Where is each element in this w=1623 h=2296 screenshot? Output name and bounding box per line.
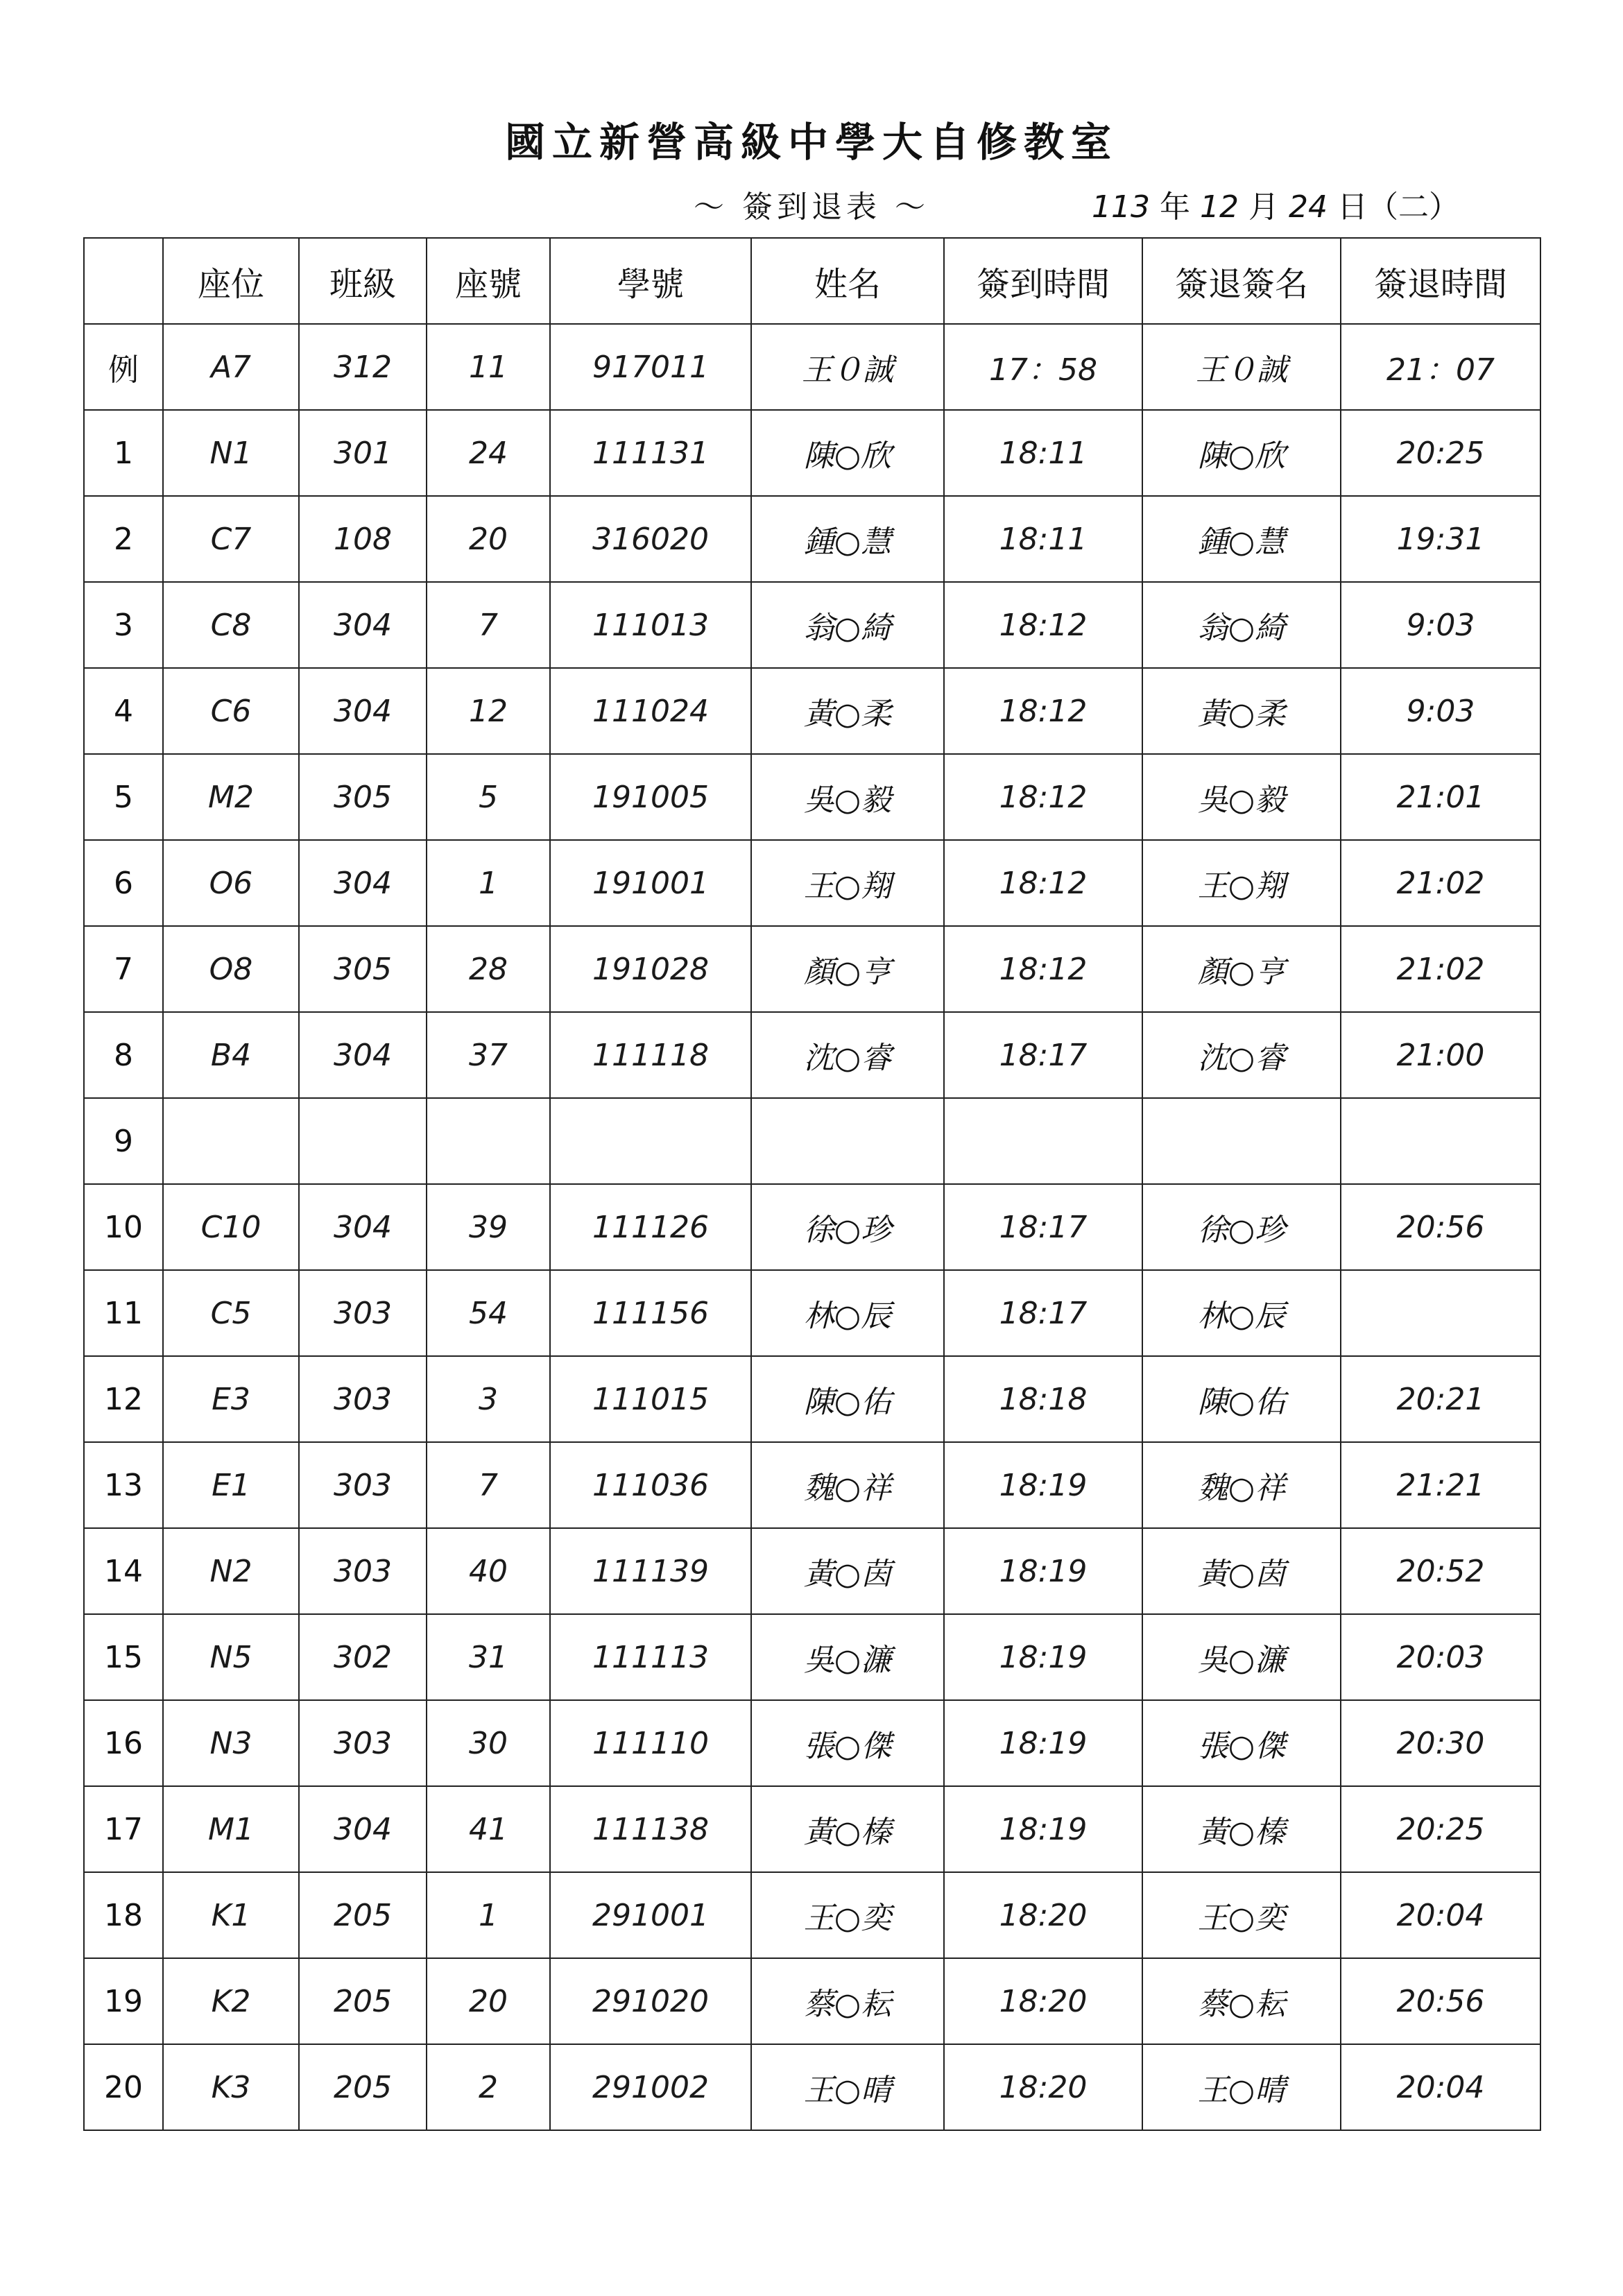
page-title: 國立新營高級中學大自修教室 xyxy=(504,119,1118,166)
row-index: 例 xyxy=(84,324,163,410)
seat-number-cell: 3 xyxy=(427,1356,550,1442)
sign-in-time-cell: 18:19 xyxy=(944,1614,1142,1700)
class-cell: 304 xyxy=(299,668,427,754)
student-id-cell: 291002 xyxy=(550,2044,751,2130)
row-index: 8 xyxy=(84,1012,163,1098)
table-row xyxy=(84,2044,1540,2130)
table-row xyxy=(84,668,1540,754)
table-row xyxy=(84,754,1540,840)
table-row xyxy=(84,1958,1540,2044)
sign-in-time-cell xyxy=(944,1098,1142,1184)
header-row xyxy=(84,238,1540,324)
sign-out-signature-cell: 黃○柔 xyxy=(1142,668,1341,754)
seat-cell: E1 xyxy=(163,1442,299,1528)
sign-out-time-cell: 20:25 xyxy=(1341,410,1540,496)
header-seat-number: 座號 xyxy=(427,238,550,324)
seat-cell: O6 xyxy=(163,840,299,926)
table-row xyxy=(84,1098,1540,1184)
seat-number-cell: 20 xyxy=(427,1958,550,2044)
sign-out-time-cell: 21:00 xyxy=(1341,1012,1540,1098)
sign-out-signature-cell: 吳○濂 xyxy=(1142,1614,1341,1700)
row-index: 5 xyxy=(84,754,163,840)
sign-out-signature-cell: 翁○綺 xyxy=(1142,582,1341,668)
row-index: 4 xyxy=(84,668,163,754)
seat-cell: N2 xyxy=(163,1528,299,1614)
seat-cell: K3 xyxy=(163,2044,299,2130)
sign-in-time-cell: 18:20 xyxy=(944,1872,1142,1958)
sign-in-time-cell: 18:20 xyxy=(944,2044,1142,2130)
sign-in-time-cell: 18:18 xyxy=(944,1356,1142,1442)
sign-out-time-cell: 20:03 xyxy=(1341,1614,1540,1700)
name-cell: 蔡○耘 xyxy=(751,1958,944,2044)
seat-cell: C6 xyxy=(163,668,299,754)
date-day: 24 xyxy=(1288,189,1328,225)
sign-out-time-cell xyxy=(1341,1270,1540,1356)
seat-cell: A7 xyxy=(163,324,299,410)
day-label: 日 xyxy=(1337,189,1368,225)
sign-out-signature-cell: 王○奕 xyxy=(1142,1872,1341,1958)
class-cell: 304 xyxy=(299,840,427,926)
seat-cell: M1 xyxy=(163,1786,299,1872)
sign-out-signature-cell: 顏○亨 xyxy=(1142,926,1341,1012)
sign-out-time-cell: 9:03 xyxy=(1341,582,1540,668)
sign-out-time-cell: 20:25 xyxy=(1341,1786,1540,1872)
sign-out-time-cell: 20:21 xyxy=(1341,1356,1540,1442)
table-row xyxy=(84,1786,1540,1872)
seat-number-cell: 2 xyxy=(427,2044,550,2130)
sign-out-time-cell: 21:02 xyxy=(1341,840,1540,926)
subtitle-row xyxy=(0,182,1623,230)
seat-number-cell: 54 xyxy=(427,1270,550,1356)
name-cell: 吳○毅 xyxy=(751,754,944,840)
name-cell: 吳○濂 xyxy=(751,1614,944,1700)
sign-out-signature-cell: 蔡○耘 xyxy=(1142,1958,1341,2044)
student-id-cell: 191005 xyxy=(550,754,751,840)
sign-out-signature-cell: 魏○祥 xyxy=(1142,1442,1341,1528)
student-id-cell: 111118 xyxy=(550,1012,751,1098)
sign-out-time-cell: 20:04 xyxy=(1341,1872,1540,1958)
student-id-cell: 191028 xyxy=(550,926,751,1012)
student-id-cell: 111156 xyxy=(550,1270,751,1356)
sign-in-time-cell: 17：58 xyxy=(944,324,1142,410)
row-index: 19 xyxy=(84,1958,163,2044)
sign-out-time-cell: 20:04 xyxy=(1341,2044,1540,2130)
student-id-cell: 111110 xyxy=(550,1700,751,1786)
seat-cell: M2 xyxy=(163,754,299,840)
student-id-cell: 111138 xyxy=(550,1786,751,1872)
example-row xyxy=(84,324,1540,410)
student-id-cell xyxy=(550,1098,751,1184)
sign-out-signature-cell: 鍾○慧 xyxy=(1142,496,1341,582)
sign-out-time-cell: 21:21 xyxy=(1341,1442,1540,1528)
class-cell: 205 xyxy=(299,1958,427,2044)
seat-cell: C8 xyxy=(163,582,299,668)
row-index: 18 xyxy=(84,1872,163,1958)
student-id-cell: 917011 xyxy=(550,324,751,410)
seat-number-cell: 11 xyxy=(427,324,550,410)
row-index: 15 xyxy=(84,1614,163,1700)
sign-in-time-cell: 18:19 xyxy=(944,1700,1142,1786)
sign-out-signature-cell: 張○傑 xyxy=(1142,1700,1341,1786)
header-index xyxy=(84,238,163,324)
class-cell: 108 xyxy=(299,496,427,582)
row-index: 11 xyxy=(84,1270,163,1356)
name-cell: 翁○綺 xyxy=(751,582,944,668)
row-index: 12 xyxy=(84,1356,163,1442)
sign-out-time-cell xyxy=(1341,1098,1540,1184)
sign-in-time-cell: 18:17 xyxy=(944,1184,1142,1270)
seat-number-cell: 30 xyxy=(427,1700,550,1786)
table-row xyxy=(84,1184,1540,1270)
seat-cell: C5 xyxy=(163,1270,299,1356)
seat-number-cell: 12 xyxy=(427,668,550,754)
seat-number-cell: 20 xyxy=(427,496,550,582)
class-cell: 304 xyxy=(299,1012,427,1098)
student-id-cell: 111139 xyxy=(550,1528,751,1614)
student-id-cell: 111036 xyxy=(550,1442,751,1528)
header-class: 班級 xyxy=(299,238,427,324)
seat-number-cell xyxy=(427,1098,550,1184)
form-subtitle: ～ 簽到退表 ～ xyxy=(694,189,929,225)
table-row xyxy=(84,1700,1540,1786)
student-id-cell: 111013 xyxy=(550,582,751,668)
class-cell: 304 xyxy=(299,1786,427,1872)
sign-out-signature-cell: 沈○睿 xyxy=(1142,1012,1341,1098)
student-id-cell: 316020 xyxy=(550,496,751,582)
seat-number-cell: 31 xyxy=(427,1614,550,1700)
sign-out-signature-cell: 陳○佑 xyxy=(1142,1356,1341,1442)
sign-out-time-cell: 20:30 xyxy=(1341,1700,1540,1786)
row-index: 3 xyxy=(84,582,163,668)
row-index: 9 xyxy=(84,1098,163,1184)
header-sign-out-time: 簽退時間 xyxy=(1341,238,1540,324)
class-cell: 304 xyxy=(299,1184,427,1270)
seat-number-cell: 41 xyxy=(427,1786,550,1872)
seat-cell: B4 xyxy=(163,1012,299,1098)
name-cell: 王○奕 xyxy=(751,1872,944,1958)
row-index: 7 xyxy=(84,926,163,1012)
sign-out-signature-cell: 王○翔 xyxy=(1142,840,1341,926)
header-sign-in-time: 簽到時間 xyxy=(944,238,1142,324)
seat-cell: N3 xyxy=(163,1700,299,1786)
year-label: 年 xyxy=(1159,189,1190,225)
student-id-cell: 111126 xyxy=(550,1184,751,1270)
class-cell: 301 xyxy=(299,410,427,496)
seat-cell: K2 xyxy=(163,1958,299,2044)
sign-out-signature-cell: 王０誠 xyxy=(1142,324,1341,410)
sign-in-time-cell: 18:17 xyxy=(944,1270,1142,1356)
class-cell: 303 xyxy=(299,1270,427,1356)
seat-number-cell: 37 xyxy=(427,1012,550,1098)
name-cell: 魏○祥 xyxy=(751,1442,944,1528)
sign-in-time-cell: 18:12 xyxy=(944,926,1142,1012)
seat-cell: C7 xyxy=(163,496,299,582)
sign-out-time-cell: 9:03 xyxy=(1341,668,1540,754)
sign-in-time-cell: 18:12 xyxy=(944,840,1142,926)
sign-out-time-cell: 21:01 xyxy=(1341,754,1540,840)
month-label: 月 xyxy=(1248,189,1279,225)
table-row xyxy=(84,926,1540,1012)
class-cell: 303 xyxy=(299,1528,427,1614)
class-cell: 302 xyxy=(299,1614,427,1700)
seat-number-cell: 5 xyxy=(427,754,550,840)
table-row xyxy=(84,582,1540,668)
date-month: 12 xyxy=(1199,189,1239,225)
seat-cell: N5 xyxy=(163,1614,299,1700)
student-id-cell: 111113 xyxy=(550,1614,751,1700)
student-id-cell: 291001 xyxy=(550,1872,751,1958)
table-row xyxy=(84,1872,1540,1958)
sign-in-time-cell: 18:19 xyxy=(944,1528,1142,1614)
seat-cell xyxy=(163,1098,299,1184)
sign-in-table xyxy=(83,237,1541,2131)
sign-out-signature-cell: 徐○珍 xyxy=(1142,1184,1341,1270)
sign-in-time-cell: 18:19 xyxy=(944,1442,1142,1528)
class-cell: 305 xyxy=(299,754,427,840)
row-index: 13 xyxy=(84,1442,163,1528)
row-index: 6 xyxy=(84,840,163,926)
sign-in-time-cell: 18:12 xyxy=(944,754,1142,840)
name-cell: 黃○榛 xyxy=(751,1786,944,1872)
class-cell: 305 xyxy=(299,926,427,1012)
student-id-cell: 111131 xyxy=(550,410,751,496)
seat-number-cell: 40 xyxy=(427,1528,550,1614)
seat-cell: E3 xyxy=(163,1356,299,1442)
row-index: 16 xyxy=(84,1700,163,1786)
sign-in-time-cell: 18:19 xyxy=(944,1786,1142,1872)
name-cell: 顏○亨 xyxy=(751,926,944,1012)
seat-number-cell: 39 xyxy=(427,1184,550,1270)
class-cell: 303 xyxy=(299,1442,427,1528)
header-name: 姓名 xyxy=(751,238,944,324)
table-row xyxy=(84,1356,1540,1442)
row-index: 10 xyxy=(84,1184,163,1270)
sign-out-time-cell: 19:31 xyxy=(1341,496,1540,582)
sign-out-time-cell: 21:02 xyxy=(1341,926,1540,1012)
seat-cell: K1 xyxy=(163,1872,299,1958)
row-index: 2 xyxy=(84,496,163,582)
seat-cell: O8 xyxy=(163,926,299,1012)
table-row xyxy=(84,1442,1540,1528)
sign-in-time-cell: 18:12 xyxy=(944,582,1142,668)
row-index: 20 xyxy=(84,2044,163,2130)
sign-in-time-cell: 18:11 xyxy=(944,496,1142,582)
student-id-cell: 111015 xyxy=(550,1356,751,1442)
sign-out-time-cell: 20:56 xyxy=(1341,1958,1540,2044)
row-index: 14 xyxy=(84,1528,163,1614)
seat-number-cell: 7 xyxy=(427,582,550,668)
name-cell: 黃○柔 xyxy=(751,668,944,754)
name-cell: 王○晴 xyxy=(751,2044,944,2130)
name-cell: 徐○珍 xyxy=(751,1184,944,1270)
date-line xyxy=(1082,182,1459,226)
seat-number-cell: 28 xyxy=(427,926,550,1012)
student-id-cell: 191001 xyxy=(550,840,751,926)
name-cell: 沈○睿 xyxy=(751,1012,944,1098)
sign-out-signature-cell: 黃○茵 xyxy=(1142,1528,1341,1614)
sign-out-time-cell: 21：07 xyxy=(1341,324,1540,410)
table-row xyxy=(84,410,1540,496)
name-cell: 陳○欣 xyxy=(751,410,944,496)
class-cell: 312 xyxy=(299,324,427,410)
seat-number-cell: 1 xyxy=(427,840,550,926)
date-year: 113 xyxy=(1092,189,1150,225)
class-cell: 205 xyxy=(299,2044,427,2130)
name-cell: 張○傑 xyxy=(751,1700,944,1786)
name-cell: 林○辰 xyxy=(751,1270,944,1356)
sign-out-signature-cell: 林○辰 xyxy=(1142,1270,1341,1356)
header-student-id: 學號 xyxy=(550,238,751,324)
class-cell: 303 xyxy=(299,1700,427,1786)
table-row xyxy=(84,1012,1540,1098)
sign-in-time-cell: 18:11 xyxy=(944,410,1142,496)
sign-out-signature-cell: 陳○欣 xyxy=(1142,410,1341,496)
name-cell: 陳○佑 xyxy=(751,1356,944,1442)
seat-cell: C10 xyxy=(163,1184,299,1270)
header-seat: 座位 xyxy=(163,238,299,324)
seat-cell: N1 xyxy=(163,410,299,496)
row-index: 17 xyxy=(84,1786,163,1872)
sign-in-time-cell: 18:20 xyxy=(944,1958,1142,2044)
sign-out-time-cell: 20:56 xyxy=(1341,1184,1540,1270)
table-row xyxy=(84,1270,1540,1356)
class-cell: 205 xyxy=(299,1872,427,1958)
name-cell: 王○翔 xyxy=(751,840,944,926)
sign-out-signature-cell xyxy=(1142,1098,1341,1184)
seat-number-cell: 7 xyxy=(427,1442,550,1528)
table-row xyxy=(84,840,1540,926)
student-id-cell: 291020 xyxy=(550,1958,751,2044)
table-row xyxy=(84,1528,1540,1614)
name-cell: 王０誠 xyxy=(751,324,944,410)
table-row xyxy=(84,496,1540,582)
sign-out-signature-cell: 王○晴 xyxy=(1142,2044,1341,2130)
class-cell xyxy=(299,1098,427,1184)
row-index: 1 xyxy=(84,410,163,496)
class-cell: 303 xyxy=(299,1356,427,1442)
sign-out-time-cell: 20:52 xyxy=(1341,1528,1540,1614)
seat-number-cell: 1 xyxy=(427,1872,550,1958)
header-sign-out-signature: 簽退簽名 xyxy=(1142,238,1341,324)
table-row xyxy=(84,1614,1540,1700)
sign-out-signature-cell: 吳○毅 xyxy=(1142,754,1341,840)
student-id-cell: 111024 xyxy=(550,668,751,754)
sign-in-time-cell: 18:12 xyxy=(944,668,1142,754)
name-cell xyxy=(751,1098,944,1184)
class-cell: 304 xyxy=(299,582,427,668)
name-cell: 鍾○慧 xyxy=(751,496,944,582)
sign-out-signature-cell: 黃○榛 xyxy=(1142,1786,1341,1872)
name-cell: 黃○茵 xyxy=(751,1528,944,1614)
seat-number-cell: 24 xyxy=(427,410,550,496)
weekday-label: （二） xyxy=(1367,189,1459,225)
sign-in-time-cell: 18:17 xyxy=(944,1012,1142,1098)
